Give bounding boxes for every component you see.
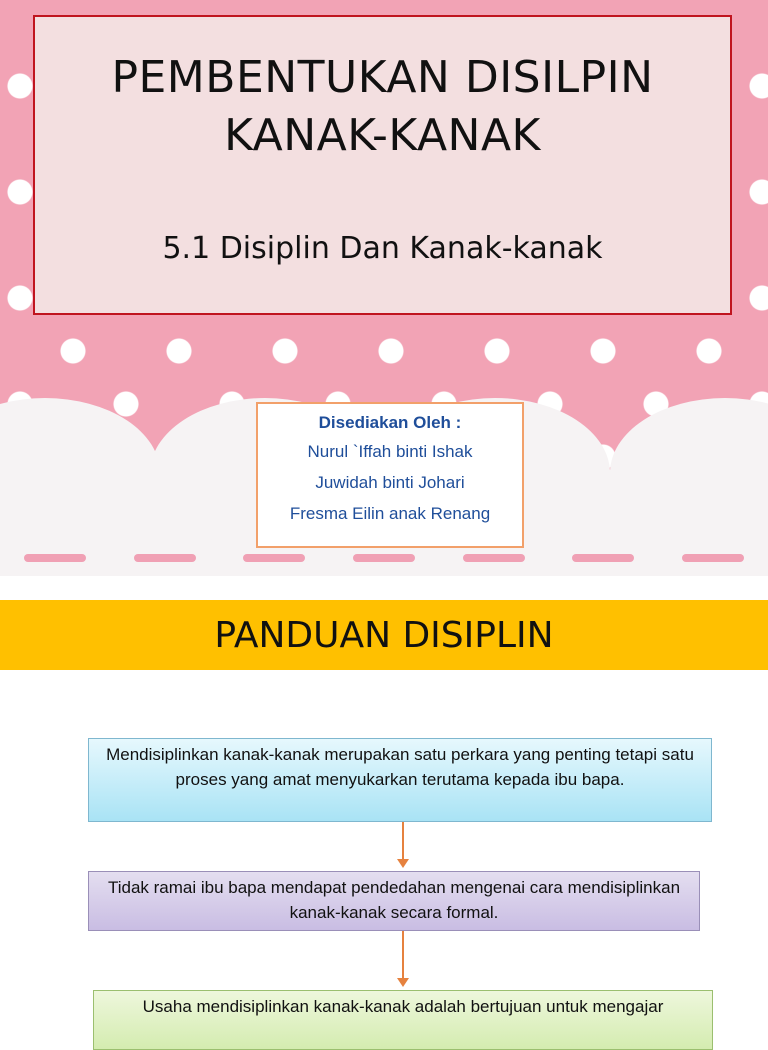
title-box (33, 15, 732, 315)
down-arrow-icon (402, 931, 404, 985)
flow-step-2: Tidak ramai ibu bapa mendapat pendedahan mengenai cara mendisiplinkan kanak-kanak secara formal. (88, 871, 700, 931)
subtitle: 5.1 Disiplin Dan Kanak-kanak (162, 231, 603, 266)
author-name: Nurul `Iffah binti Ishak (307, 442, 473, 461)
flow-step-3: Usaha mendisiplinkan kanak-kanak adalah bertujuan untuk mengajar (93, 990, 713, 1050)
slide-heading: PANDUAN DISIPLIN (0, 600, 768, 670)
title-line-2: KANAK-KANAK (224, 110, 541, 161)
author-name: Fresma Eilin anak Renang (289, 504, 491, 523)
title-line-1: PEMBENTUKAN DISILPIN (111, 52, 654, 103)
author-box (256, 402, 524, 548)
author-name: Juwidah binti Johari (315, 473, 465, 492)
down-arrow-icon (402, 822, 404, 866)
prepared-by-label: Disediakan Oleh : (318, 413, 462, 432)
flow-step-1: Mendisiplinkan kanak-kanak merupakan satu perkara yang penting tetapi satu proses yang amat menyukarkan terutama kepada ibu bapa. (88, 738, 712, 822)
dashed-line (0, 552, 768, 564)
